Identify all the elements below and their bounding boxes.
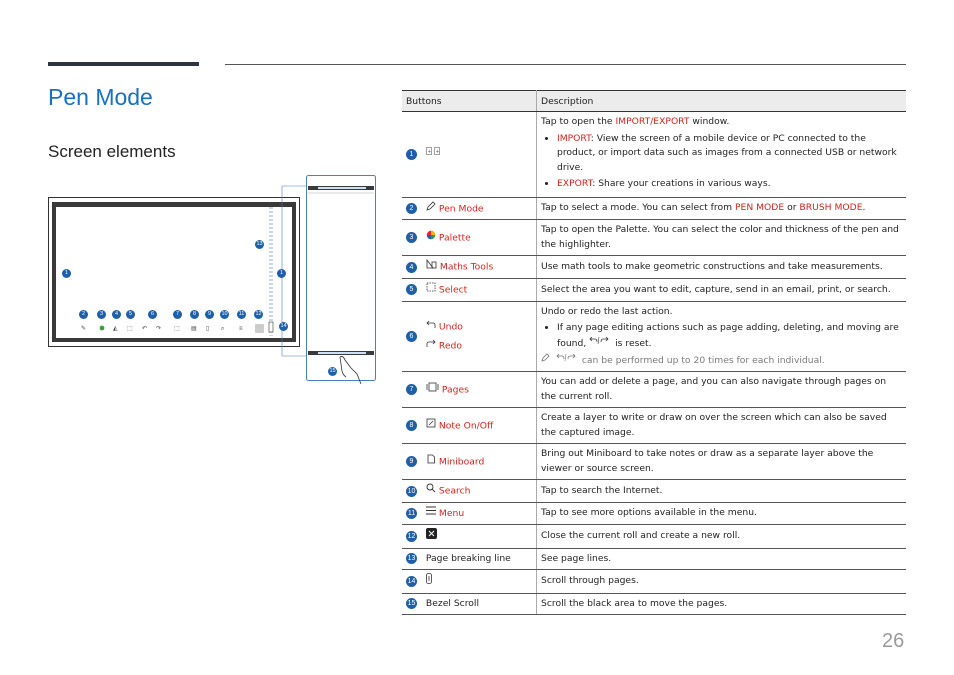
undo-redo-icon bbox=[589, 336, 609, 351]
roll-panel bbox=[307, 176, 376, 381]
row-number: 6 bbox=[406, 331, 417, 342]
redo-icon bbox=[426, 337, 436, 355]
table-row: 9 Miniboard Bring out Miniboard to take notes or draw as a separate layer above the viewer or source screen. bbox=[402, 444, 906, 480]
palette-label: Palette bbox=[438, 232, 471, 244]
svg-text:⬚: ⬚ bbox=[174, 326, 180, 332]
row-number: 2 bbox=[406, 203, 417, 214]
table-row: 13 Page breaking line See page lines. bbox=[402, 548, 906, 570]
pages-label: Pages bbox=[441, 384, 469, 396]
miniboard-label: Miniboard bbox=[438, 456, 485, 468]
section-subtitle: Screen elements bbox=[48, 142, 176, 161]
row-number: 7 bbox=[406, 384, 417, 395]
row-number: 1 bbox=[406, 149, 417, 160]
svg-text:⬚: ⬚ bbox=[127, 326, 133, 332]
callout-8: 8 bbox=[190, 310, 199, 319]
row-number: 14 bbox=[407, 578, 416, 585]
menu-icon bbox=[426, 506, 436, 521]
scroll-handle bbox=[269, 322, 273, 332]
note-on-off-label: Note On/Off bbox=[438, 420, 494, 432]
row-number: 8 bbox=[406, 420, 417, 431]
list-item: • If any page editing actions such as page adding, deleting, and moving are found, is reset. bbox=[557, 321, 902, 351]
search-icon bbox=[426, 483, 436, 499]
row-number: 3 bbox=[406, 232, 417, 243]
row-number: 11 bbox=[407, 509, 416, 517]
undo-redo-note-icon bbox=[556, 353, 576, 368]
callout-10: 10 bbox=[221, 311, 228, 317]
callout-7: 7 bbox=[173, 310, 182, 319]
svg-text:≡: ≡ bbox=[239, 326, 243, 332]
svg-text:+: + bbox=[427, 149, 432, 156]
undo-icon bbox=[426, 318, 436, 336]
search-label: Search bbox=[438, 485, 471, 497]
svg-text:↶: ↶ bbox=[142, 326, 148, 332]
undo-label: Undo bbox=[438, 321, 463, 333]
callout-6: 6 bbox=[148, 310, 157, 319]
table-row: 10 Search Tap to search the Internet. bbox=[402, 480, 906, 503]
table-row: 12 Close the current roll and create a new roll. bbox=[402, 525, 906, 549]
svg-text:↷: ↷ bbox=[156, 326, 162, 332]
callout-11: 11 bbox=[238, 311, 245, 317]
select-icon bbox=[426, 282, 436, 298]
row-number: 9 bbox=[406, 456, 417, 467]
callout-2: 2 bbox=[79, 310, 88, 319]
table-row: 11 Menu Tap to see more options available in the menu. bbox=[402, 503, 906, 525]
table-row: 5 Select Select the area you want to edit, capture, send in an email, print, or search. bbox=[402, 279, 906, 302]
row-number: 13 bbox=[407, 554, 416, 562]
list-item: • EXPORT: Share your creations in various ways. bbox=[557, 177, 902, 192]
table-header-row bbox=[402, 91, 906, 112]
note-line: can be performed up to 20 times for each individual. bbox=[541, 353, 902, 368]
table-row: 14 Scroll through pages. bbox=[402, 570, 906, 594]
note-icon bbox=[426, 418, 436, 434]
svg-text:+: + bbox=[435, 149, 440, 156]
list-item: • IMPORT: View the screen of a mobile device or PC connected to the product, or import data such as images from a connected USB or network drive. bbox=[557, 132, 902, 176]
screen-elements-diagram bbox=[0, 0, 400, 400]
callout-13: 13 bbox=[256, 241, 263, 247]
row-number: 15 bbox=[407, 599, 416, 607]
svg-text:⌕: ⌕ bbox=[221, 326, 225, 332]
screen-elements-table bbox=[402, 90, 906, 615]
pages-icon bbox=[426, 382, 439, 398]
table-row: 2 Pen Mode Tap to select a mode. You can select from PEN MODE or BRUSH MODE. bbox=[402, 197, 906, 220]
pen-mode-label: Pen Mode bbox=[438, 202, 484, 214]
callout-3: 3 bbox=[97, 310, 106, 319]
table-row: 3 Palette Tap to open the Palette. You can select the color and thickness of the pen and the highlighter. bbox=[402, 220, 906, 256]
table-row: 8 Note On/Off Create a layer to write or draw on over the screen which can also be saved the captured image. bbox=[402, 408, 906, 444]
import-export-icon bbox=[426, 146, 440, 162]
table-row: 15 Bezel Scroll Scroll the black area to move the pages. bbox=[402, 593, 906, 615]
row-number: 10 bbox=[407, 487, 416, 495]
svg-text:✎: ✎ bbox=[81, 326, 87, 332]
callout-12: 12 bbox=[255, 311, 262, 317]
scroll-handle-icon bbox=[426, 573, 432, 590]
svg-text:◭: ◭ bbox=[113, 326, 118, 332]
table-row: 6 Undo Redo Undo or redo the last action. • If any page editing actions such as page adding, deleting, and moving are found, is reset. can be performed up to 20 times for each individual. bbox=[402, 301, 906, 372]
column-header-description: Description bbox=[537, 91, 907, 112]
miniboard-icon bbox=[426, 454, 436, 470]
close-roll-icon bbox=[426, 528, 437, 545]
page-title: Pen Mode bbox=[48, 84, 153, 110]
row-number: 4 bbox=[406, 262, 417, 273]
bezel-scroll-label: Bezel Scroll bbox=[425, 597, 480, 609]
menu-label: Menu bbox=[438, 507, 465, 519]
page-breaking-line-label: Page breaking line bbox=[425, 552, 511, 564]
row-number: 12 bbox=[407, 533, 416, 540]
pen-icon bbox=[426, 201, 436, 217]
callout-14: 14 bbox=[280, 323, 287, 329]
row-number: 5 bbox=[406, 284, 417, 295]
table-row: 1 + + Tap to open the IMPORT/EXPORT window. • IMPORT: View the screen of a mobile device or PC connected to the product, or import data such as images from a connected USB or network drive. • EXPORT: Share your creations in various ways. bbox=[402, 112, 906, 198]
maths-tools-icon bbox=[426, 259, 437, 275]
svg-text:▯: ▯ bbox=[206, 326, 210, 332]
maths-tools-label: Maths Tools bbox=[439, 261, 494, 273]
callout-1: 1 bbox=[62, 269, 71, 278]
callout-5: 5 bbox=[126, 310, 135, 319]
table-row: 7 Pages You can add or delete a page, and you can also navigate through pages on the current roll. bbox=[402, 372, 906, 408]
page-number: 26 bbox=[882, 630, 905, 652]
callout-15: 15 bbox=[329, 368, 336, 374]
palette-icon bbox=[426, 230, 436, 246]
select-label: Select bbox=[438, 284, 468, 296]
callout-4: 4 bbox=[112, 310, 121, 319]
svg-text:▤: ▤ bbox=[191, 326, 197, 332]
callout-9: 9 bbox=[205, 310, 214, 319]
callout-1b: 1 bbox=[277, 269, 286, 278]
note-pencil-icon bbox=[541, 353, 550, 368]
column-header-buttons: Buttons bbox=[402, 91, 537, 112]
redo-label: Redo bbox=[438, 340, 462, 351]
table-row: 4 Maths Tools Use math tools to make geometric constructions and take measurements. bbox=[402, 256, 906, 279]
